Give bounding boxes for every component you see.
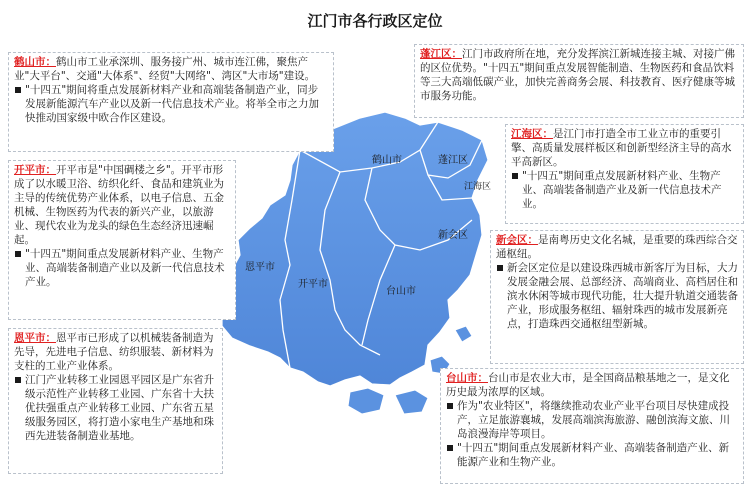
pengjiang-name: 蓬江区： xyxy=(420,48,462,60)
map-label-heshan: 鹤山市 xyxy=(372,155,402,166)
heshan-lead: 鹤山市工业承深圳、服务接广州、城市连江佛，聚焦产业"大平台"、交通"大体系"、经贸"大网络"、湾区"大市场"建设。 xyxy=(14,56,316,82)
map-label-kaiping: 开平市 xyxy=(298,279,328,290)
xinhui-name: 新会区： xyxy=(496,234,538,246)
box-xinhui xyxy=(490,230,744,364)
taishan-lead: 台山市是农业大市，是全国商品粮基地之一，是文化历史最为浓厚的区域。 xyxy=(446,372,730,398)
heshan-bullet: "十四五"期间将重点发展新材料产业和高端装备制造产业，同步发展新能源汽车产业以及新一代信息技术产业。将举全市之力加快推动国家级中欧合作区建设。 xyxy=(14,83,328,125)
kaiping-lead: 开平市是"中国碉楼之乡"。开平市形成了以水暖卫浴、纺织化纤、食品和建筑业为主导的传统优势产业体系，以电子信息、五金机械、生物医药为代表的新兴产业，以旅游业、现代农业为龙头的绿色生态经济迅速崛起。 xyxy=(14,164,224,246)
box-heshan xyxy=(8,52,334,152)
enping-bullet: 江门产业转移工业园恩平园区是广东省升级示范性产业转移工业园、广东省十大扶优扶强重点产业转移工业园、广东省五星级服务园区，将打造小家电生产基地和珠西先进装备制造业基地。 xyxy=(14,373,217,443)
map-island xyxy=(395,390,428,414)
box-kaiping xyxy=(8,160,236,320)
kaiping-name: 开平市： xyxy=(14,164,56,176)
taishan-bullet: 作为"农业特区"，将继续推动农业产业平台项目尽快建成投产，立足旅游襄城，发展高端滨海旅游、融创滨海文旅、川岛浪漫海岸等项目。 xyxy=(446,399,738,441)
map-island xyxy=(455,326,472,342)
taishan-bullet: "十四五"期间重点发展新材料产业、高端装备制造产业、新能源产业和生物产业。 xyxy=(446,441,738,469)
box-pengjiang xyxy=(414,44,744,118)
enping-lead: 恩平市已形成了以机械装备制造为先导，先进电子信息、纺织服装、新材料为支柱的工业产业体系。 xyxy=(14,332,214,372)
jianghai-lead: 是江门市打造全市工业立市的重要引擎、高质量发展样板区和创新型经济主导的高水平高新区。 xyxy=(511,128,732,168)
jianghai-bullet: "十四五"期间重点发展新材料产业、生物产业、高端装备制造产业及新一代信息技术产业。 xyxy=(511,169,738,211)
box-enping xyxy=(8,328,223,474)
box-taishan xyxy=(440,368,744,484)
map-label-jianghai: 江海区 xyxy=(464,182,492,192)
map-label-enping: 恩平市 xyxy=(245,262,275,273)
jianghai-name: 江海区： xyxy=(511,128,553,140)
map-label-pengjiang: 蓬江区 xyxy=(438,155,468,166)
heshan-name: 鹤山市： xyxy=(14,56,56,68)
kaiping-bullet: "十四五"期间重点发展新材料产业、生物产业、高端装备制造产业以及新一代信息技术产业。 xyxy=(14,247,230,289)
map-label-taishan: 台山市 xyxy=(386,286,416,297)
map-label-xinhui: 新会区 xyxy=(438,230,468,241)
box-jianghai xyxy=(505,124,744,224)
enping-name: 恩平市： xyxy=(14,332,56,344)
map-island xyxy=(348,388,384,414)
pengjiang-lead: 江门市政府所在地，充分发挥滨江新城连接主城、对接广佛的区位优势。"十四五"期间重点发展智能制造、生物医药和食品饮料等三大高端低碳产业，加快完善商务会展、科技教育、医疗健康等城市服务功能。 xyxy=(420,48,735,102)
xinhui-bullet: 新会区定位是以建设珠西城市新客厅为目标，大力发展金融会展、总部经济、高端商业、高档居住和滨水休闲等城市现代功能，壮大提升轨道交通装备产业，形成服务枢纽、辐射珠西的城市发展新亮点，打造珠西交通枢纽型新城。 xyxy=(496,261,738,331)
xinhui-lead: 是南粤历史文化名城，是重要的珠西综合交通枢纽。 xyxy=(496,234,738,260)
taishan-name: 台山市： xyxy=(446,372,488,384)
page-title: 江门市各行政区定位 xyxy=(307,12,443,30)
